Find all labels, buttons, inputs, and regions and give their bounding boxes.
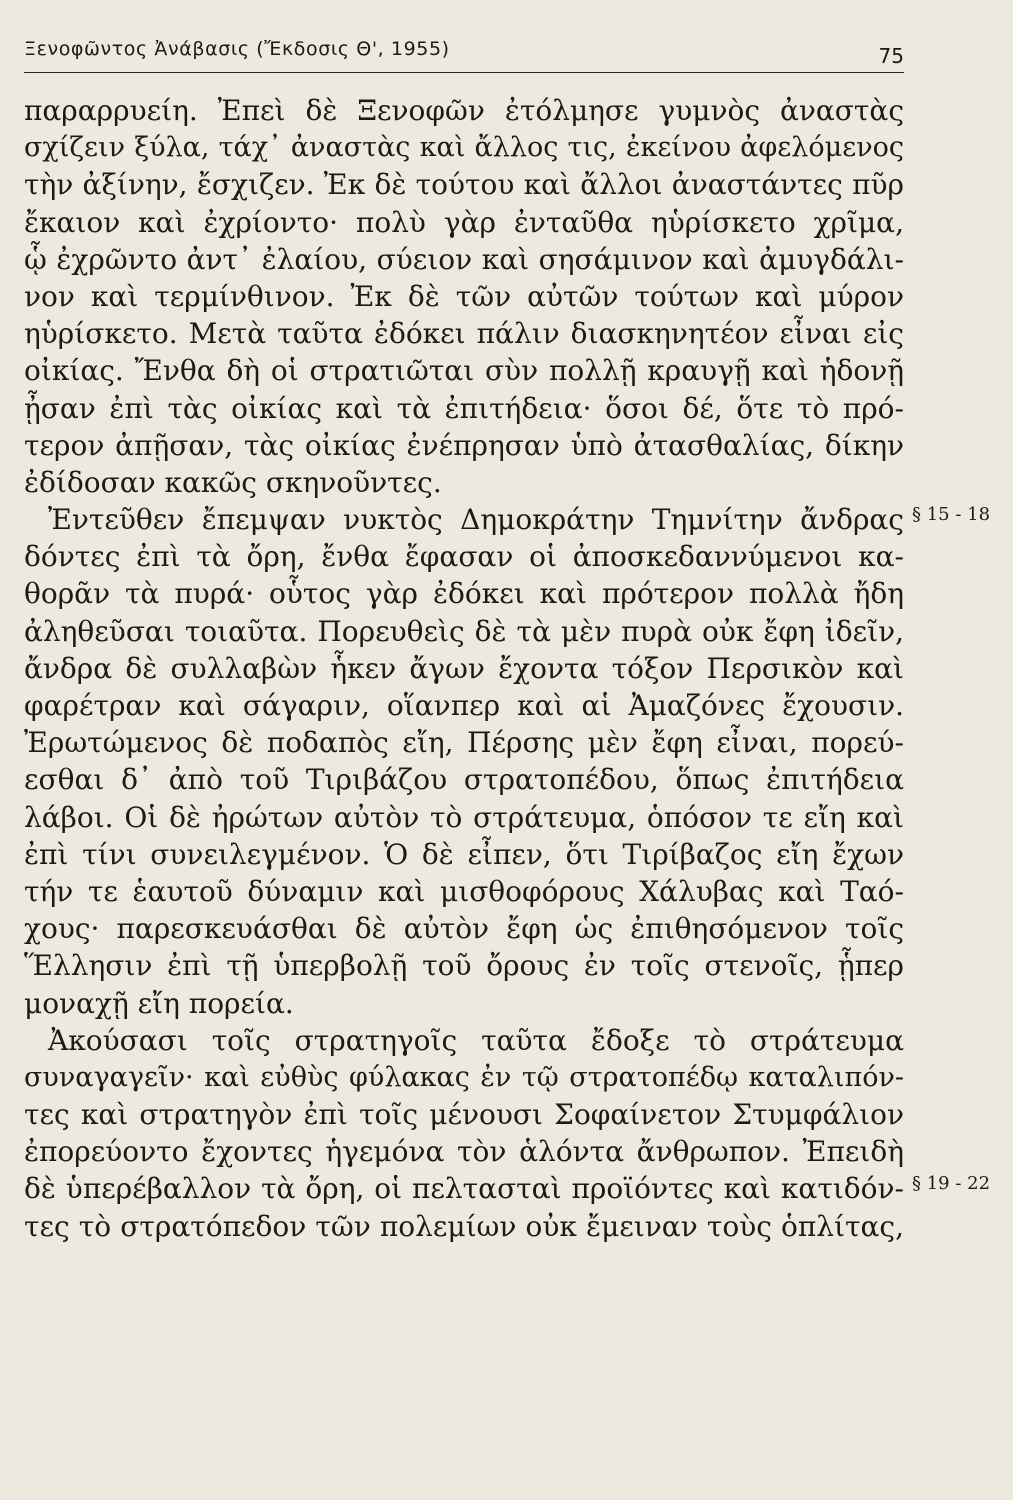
running-head (24, 28, 904, 68)
text-line: φαρέτραν καὶ σάγαριν, οἵανπερ καὶ αἱ Ἀμαζόνες ἔχουσιν. (24, 689, 904, 722)
text-line: σχίζειν ξύλα, τάχ᾽ ἀναστὰς καὶ ἄλλος τις, ἐκείνου ἀφελόμενος (24, 132, 904, 164)
text-line: οἰκίας. Ἔνθα δὴ οἱ στρατιῶται σὺν πολλῇ κραυγῇ καὶ ἡδονῇ (24, 354, 904, 388)
text-line: δὲ ὑπερέβαλλον τὰ ὄρη, οἱ πελτασταὶ προϊόντες καὶ κατιδόν- (24, 1172, 904, 1206)
text-line: παραρρυείη. Ἐπεὶ δὲ Ξενοφῶν ἐτόλμησε γυμνὸς ἀναστὰς (24, 94, 904, 127)
text-line: ᾖσαν ἐπὶ τὰς οἰκίας καὶ τὰ ἐπιτήδεια· ὅσοι δέ, ὅτε τὸ πρό- (24, 391, 904, 425)
text-line: Ἀκούσασι τοῖς στρατηγοῖς ταῦτα ἔδοξε τὸ στράτευμα (48, 1023, 904, 1057)
text-line: λάβοι. Οἱ δὲ ἠρώτων αὐτὸν τὸ στράτευμα, ὁπόσον τε εἴη καὶ (24, 800, 904, 834)
section-ref: § 15 - 18 (912, 504, 991, 525)
section-ref: § 19 - 22 (912, 1173, 991, 1194)
text-line: νον καὶ τερμίνθινον. Ἐκ δὲ τῶν αὐτῶν τούτων καὶ μύρον (24, 279, 904, 313)
header-rule (24, 72, 904, 73)
text-line: χους· παρεσκευάσθαι δὲ αὐτὸν ἔφη ὡς ἐπιθησόμενον τοῖς (24, 912, 904, 946)
text-line: συναγαγεῖν· καὶ εὐθὺς φύλακας ἐν τῷ στρατοπέδῳ καταλιπόν- (24, 1061, 904, 1093)
text-line: τες καὶ στρατηγὸν ἐπὶ τοῖς μένουσι Σοφαίνετον Στυμφάλιον (24, 1098, 904, 1132)
text-line: μοναχῇ εἴη πορεία. (24, 986, 294, 1020)
text-line: ἀληθεῦσαι τοιαῦτα. Πορευθεὶς δὲ τὰ μὲν πυρὰ οὐκ ἔφη ἰδεῖν, (24, 614, 904, 648)
text-line: εσθαι δ᾽ ἀπὸ τοῦ Τιριβάζου στρατοπέδου, ὅπως ἐπιτήδεια (24, 763, 904, 797)
text-line: ἐδίδοσαν κακῶς σκηνοῦντες. (24, 465, 442, 499)
text-line: τήν τε ἑαυτοῦ δύναμιν καὶ μισθοφόρους Χάλυβας καὶ Ταό- (24, 874, 904, 908)
text-line: δόντες ἐπὶ τὰ ὄρη, ἔνθα ἔφασαν οἱ ἀποσκεδαννύμενοι κα- (24, 540, 904, 574)
text-line: Ἐρωτώμενος δὲ ποδαπὸς εἴη, Πέρσης μὲν ἔφη εἶναι, πορεύ- (24, 726, 904, 760)
text-line: ἐπὶ τίνι συνειλεγμένον. Ὁ δὲ εἶπεν, ὅτι Τιρίβαζος εἴη ἔχων (24, 837, 904, 871)
text-line: τὴν ἀξίνην, ἔσχιζεν. Ἐκ δὲ τούτου καὶ ἄλλοι ἀναστάντες πῦρ (24, 168, 904, 202)
text-line: Ἐντεῦθεν ἔπεμψαν νυκτὸς Δημοκράτην Τημνίτην ἄνδρας (48, 503, 904, 537)
text-line: ἔκαιον καὶ ἐχρίοντο· πολὺ γὰρ ἐνταῦθα ηὑρίσκετο χρῖμα, (24, 205, 904, 239)
text-line: ἄνδρα δὲ συλλαβὼν ἧκεν ἄγων ἔχοντα τόξον Περσικὸν καὶ (24, 651, 904, 685)
text-line: ηὑρίσκετο. Μετὰ ταῦτα ἐδόκει πάλιν διασκηνητέον εἶναι εἰς (24, 317, 904, 351)
text-line: τερον ἀπῇσαν, τὰς οἰκίας ἐνέπρησαν ὑπὸ ἀτασθαλίας, δίκην (24, 428, 904, 462)
running-title: Ξενοφῶντος Ἀνάβασις (Ἔκδοσις Θ', 1955) (24, 38, 450, 60)
text-line: ἐπορεύοντο ἔχοντες ἡγεμόνα τὸν ἁλόντα ἄνθρωπον. Ἐπειδὴ (24, 1135, 904, 1169)
text-line: τες τὸ στρατόπεδον τῶν πολεμίων οὐκ ἔμειναν τοὺς ὁπλίτας, (24, 1209, 904, 1243)
text-line: θορᾶν τὰ πυρά· οὗτος γὰρ ἐδόκει καὶ πρότερον πολλὰ ἤδη (24, 577, 904, 611)
text-line: Ἕλλησιν ἐπὶ τῇ ὑπερβολῇ τοῦ ὄρους ἐν τοῖς στενοῖς, ᾗπερ (24, 949, 904, 983)
body-text (24, 92, 904, 1245)
text-line: ᾧ ἐχρῶντο ἀντ᾽ ἐλαίου, σύειον καὶ σησάμινον καὶ ἀμυγδάλι- (24, 242, 904, 276)
page-number: 75 (878, 44, 904, 68)
